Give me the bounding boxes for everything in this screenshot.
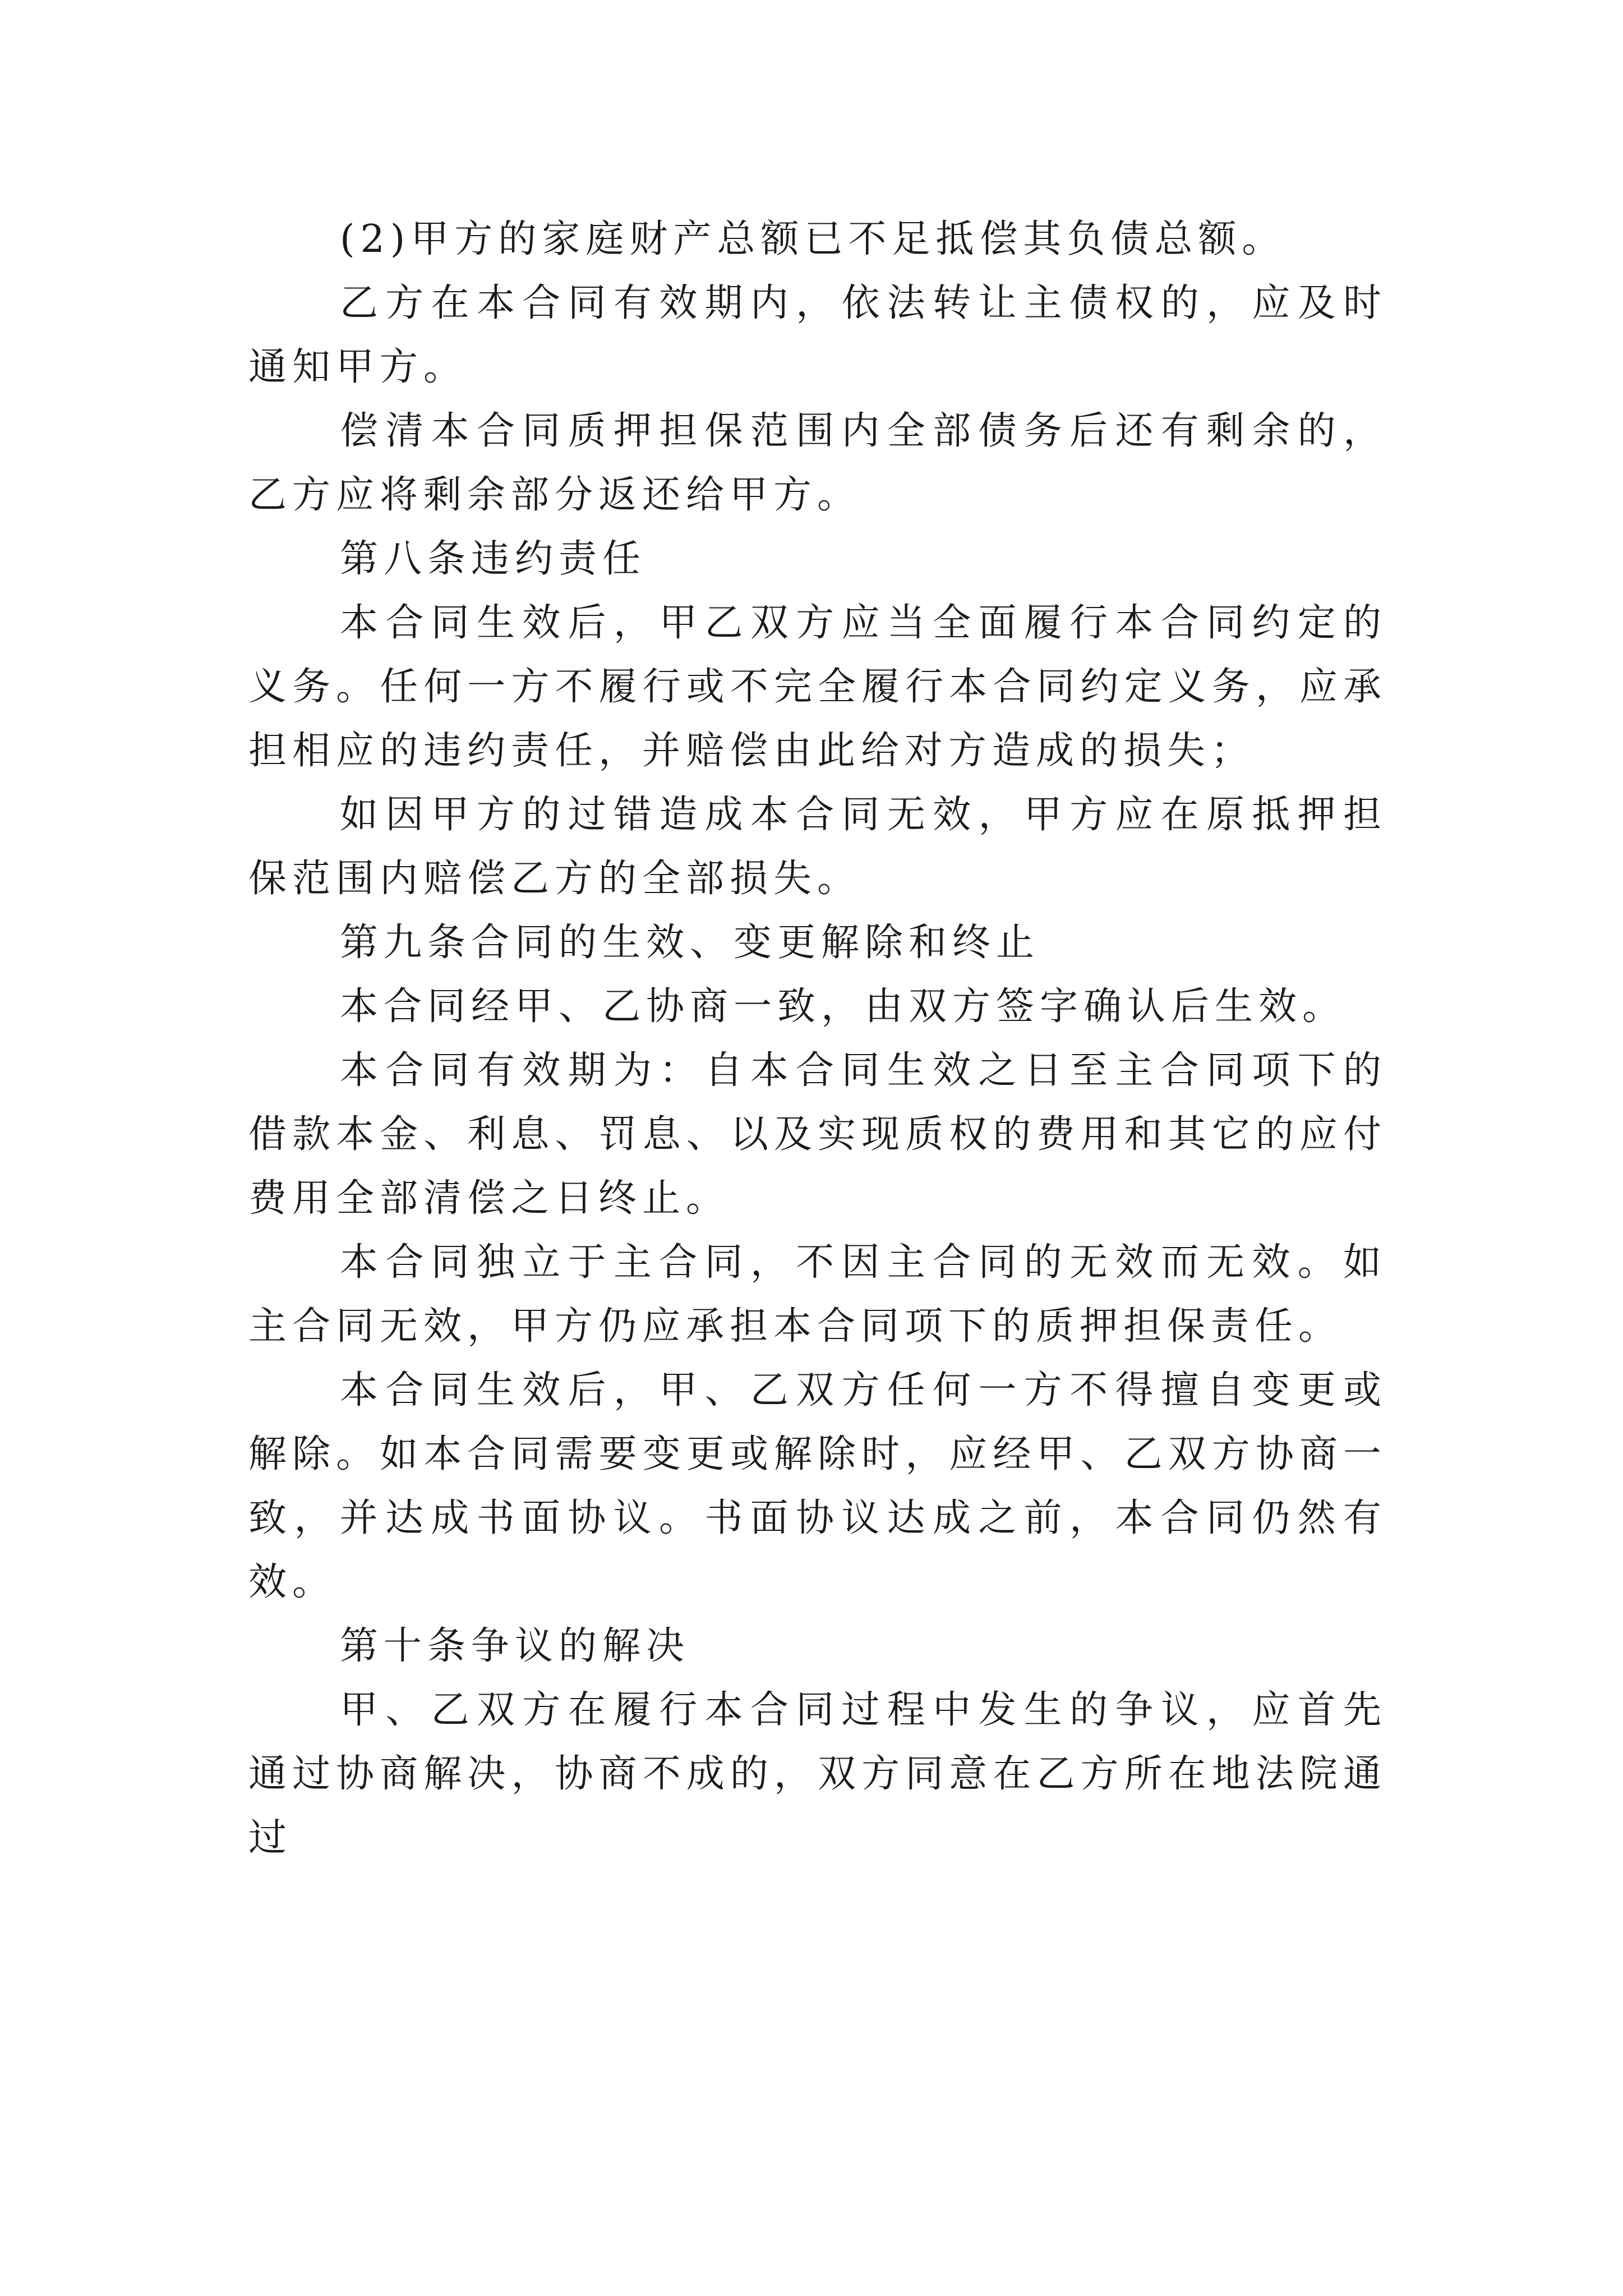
paragraph-9: 本合同有效期为：自本合同生效之日至主合同项下的借款本金、利息、罚息、以及实现质权的费用和其它的应付费用全部清偿之日终止。 — [248, 1048, 1387, 1221]
paragraph-3: 偿清本合同质押担保范围内全部债务后还有剩余的，乙方应将剩余部分返还给甲方。 — [248, 409, 1387, 517]
paragraph-10: 本合同独立于主合同，不因主合同的无效而无效。如主合同无效，甲方仍应承担本合同项下的质押担保责任。 — [248, 1240, 1387, 1349]
paragraph-11: 本合同生效后，甲、乙双方任何一方不得擅自变更或解除。如本合同需要变更或解除时，应经甲、乙双方协商一致，并达成书面协议。书面协议达成之前，本合同仍然有效。 — [248, 1368, 1387, 1604]
paragraph-2: 乙方在本合同有效期内，依法转让主债权的，应及时通知甲方。 — [248, 281, 1387, 389]
paragraph-13: 甲、乙双方在履行本合同过程中发生的争议，应首先通过协商解决，协商不成的，双方同意在乙方所在地法院通过 — [248, 1688, 1387, 1860]
section-heading-10: 第十条争议的解决 — [340, 1624, 690, 1668]
section-heading-8: 第八条违约责任 — [340, 537, 647, 581]
document-page — [248, 208, 1387, 1870]
paragraph-1: (2)甲方的家庭财产总额已不足抵偿其负债总额。 — [340, 217, 1286, 261]
paragraph-8: 本合同经甲、乙协商一致，由双方签字确认后生效。 — [340, 984, 1347, 1029]
section-heading-9: 第九条合同的生效、变更解除和终止 — [340, 921, 1040, 965]
paragraph-5: 本合同生效后，甲乙双方应当全面履行本合同约定的义务。任何一方不履行或不完全履行本合同约定义务，应承担相应的违约责任，并赔偿由此给对方造成的损失； — [248, 601, 1387, 773]
paragraph-6: 如因甲方的过错造成本合同无效，甲方应在原抵押担保范围内赔偿乙方的全部损失。 — [248, 793, 1387, 901]
